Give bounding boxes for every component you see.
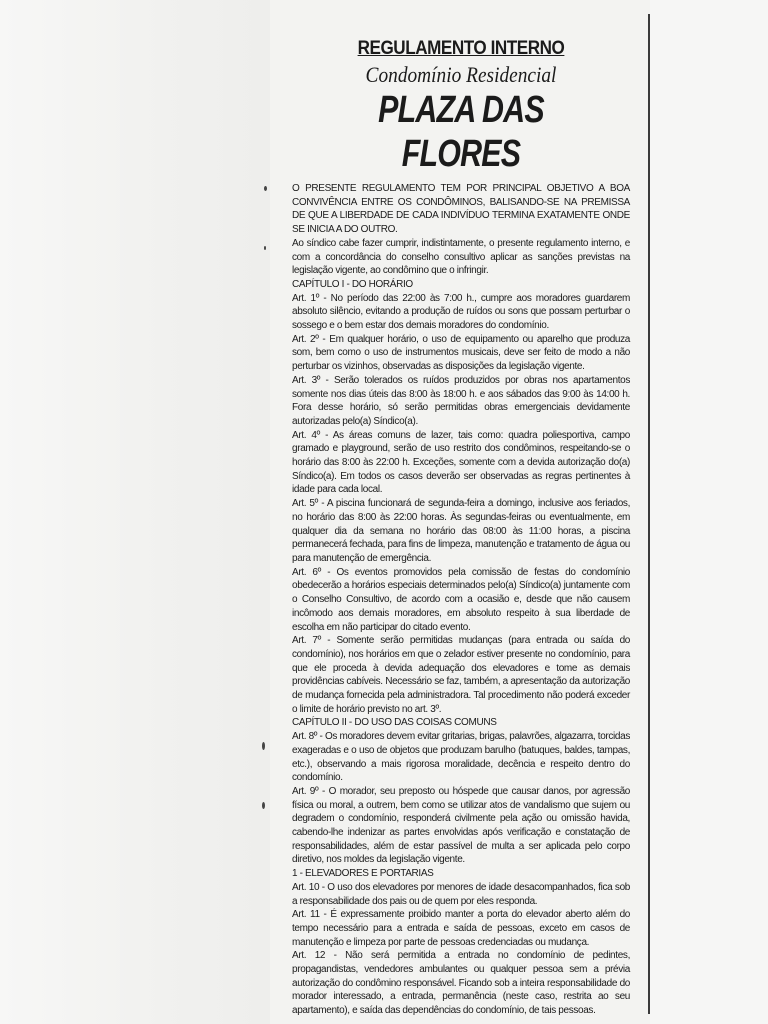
chapter-heading: CAPÍTULO I - DO HORÁRIO xyxy=(292,278,413,290)
intro-paragraph: Ao síndico cabe fazer cumprir, indistintamente, o presente regulamento interno, e com a concordância do conselho consultivo aplicar as sanções previstas na legislação vigente, ao condômino que o infringir. xyxy=(292,237,630,277)
scan-margin-left xyxy=(0,0,270,1024)
article-paragraph: Art. 6º - Os eventos promovidos pela comissão de festas do condomínio obedecerão a horários especiais determinados pelo(a) Síndico(a) juntamente com o Conselho Consultivo, de acordo com a ocasião e, desde que não causem incômodo aos demais moradores, em absoluto respeito à sua liberdade de escolha em não participar do citado evento. xyxy=(292,566,630,633)
regulation-body xyxy=(292,182,630,1018)
article-paragraph: Art. 2º - Em qualquer horário, o uso de equipamento ou aparelho que produza som, bem como o uso de instrumentos musicais, deve ser feito de modo a não perturbar os vizinhos, observadas as disposições da legislação vigente. xyxy=(292,333,630,373)
document-page xyxy=(292,38,630,1018)
article-paragraph: Art. 11 - É expressamente proibido manter a porta do elevador aberto além do tempo necessário para a entrada e saída de pessoas, exceto em casos de manutenção e limpeza por parte de pessoas credenciadas ou mudança. xyxy=(292,909,630,948)
article-paragraph: Art. 3º - Serão tolerados os ruídos produzidos por obras nos apartamentos somente nos dias úteis das 8:00 às 18:00 h. e aos sábados das 9:00 às 14:00 h. Fora desse horário, só serão permitidas obras emergenciais devidamente autorizadas pelo(a) Síndico(a). xyxy=(292,374,630,427)
article-paragraph: Art. 1º - No período das 22:00 às 7:00 h., cumpre aos moradores guardarem absoluto silêncio, evitando a produção de ruídos ou sons que possam perturbar o sossego e o bem estar dos demais moradores do condomínio. xyxy=(292,292,630,332)
chapter-heading: CAPÍTULO II - DO USO DAS COISAS COMUNS xyxy=(292,717,497,729)
article-paragraph: Art. 7º - Somente serão permitidas mudanças (para entrada ou saída do condomínio), nos horários em que o zelador estiver presente no condomínio, para que ele proceda à devida adequação dos elevadores e tome as demais providências cabíveis. Necessário se faz, também, a apresentação da autorização de mudança fornecida pela administradora. Tal procedimento não poderá exceder o limite de horário previsto no art. 3º. xyxy=(292,635,630,715)
article-paragraph: Art. 8º - Os moradores devem evitar gritarias, brigas, palavrões, algazarra, torcidas exageradas e o uso de objetos que produzam barulho (batuques, baldes, tampas, etc.), observando a mais rigorosa moralidade, decência e respeito dentro do condomínio. xyxy=(292,731,630,784)
article-paragraph: Art. 5º - A piscina funcionará de segunda-feira a domingo, inclusive aos feriados, no horário das 8:00 às 22:00 horas. Às segundas-feiras ou eventualmente, em qualquer dia da semana no horário das 08:00 às 11:00 horas, a piscina permanecerá fechada, para fins de limpeza, manutenção e tratamento de água ou para manutenção de emergência. xyxy=(292,498,630,564)
scan-speck xyxy=(262,802,265,809)
document-subtitle: Condomínio Residencial xyxy=(365,62,557,87)
article-paragraph: Art. 12 - Não será permitida a entrada no condomínio de pedintes, propagandistas, vendedores ambulantes ou qualquer pessoa sem a prévia autorização do condômino responsável. Ficando sob a inteira responsabilidade do morador interessado, a entrada, permanência (neste caso, restrita ao seu apartamento), e saída das dependências do condomínio, de tais pessoas. xyxy=(292,950,630,1017)
document-title: REGULAMENTO INTERNO xyxy=(357,38,565,59)
page-fold-line xyxy=(648,14,650,1014)
article-paragraph: Art. 10 - O uso dos elevadores por menores de idade desacompanhados, fica sob a responsabilidade dos pais ou de quem por eles responda. xyxy=(292,881,630,907)
condominium-name: PLAZA DAS FLORES xyxy=(378,89,544,175)
scan-margin-right xyxy=(650,0,768,1024)
scan-speck xyxy=(264,246,266,250)
section-heading: 1 - ELEVADORES E PORTARIAS xyxy=(292,868,434,880)
article-paragraph: Art. 4º - As áreas comuns de lazer, tais como: quadra poliesportiva, campo gramado e playground, serão de uso restrito dos condôminos, respeitando-se o horário das 8:00 às 22:00 h. Exceções, somente com a devida autorização do(a) Síndico(a). Em todos os casos deverão ser observadas as regras pertinentes à idade para cada local. xyxy=(292,429,630,496)
article-paragraph: Art. 9º - O morador, seu preposto ou hóspede que causar danos, por agressão física ou moral, a outrem, bem como se utilizar atos de vandalismo que sujem ou degradem o condomínio, responderá civilmente pela ação ou omissão havida, cabendo-lhe indenizar as partes envolvidas após verificação e constatação de responsabilidades, além de estar passível de multa a ser aplicada pelo corpo diretivo, nos moldes da legislação vigente. xyxy=(292,785,630,866)
intro-paragraph: O PRESENTE REGULAMENTO TEM POR PRINCIPAL OBJETIVO A BOA CONVIVÊNCIA ENTRE OS CONDÔMINOS, BALISANDO-SE NA PREMISSA DE QUE A LIBERDADE DE CADA INDIVÍDUO TERMINA EXATAMENTE ONDE SE INICIA A DO OUTRO. xyxy=(292,183,630,236)
scan-speck xyxy=(262,742,265,750)
scan-speck xyxy=(264,186,267,191)
